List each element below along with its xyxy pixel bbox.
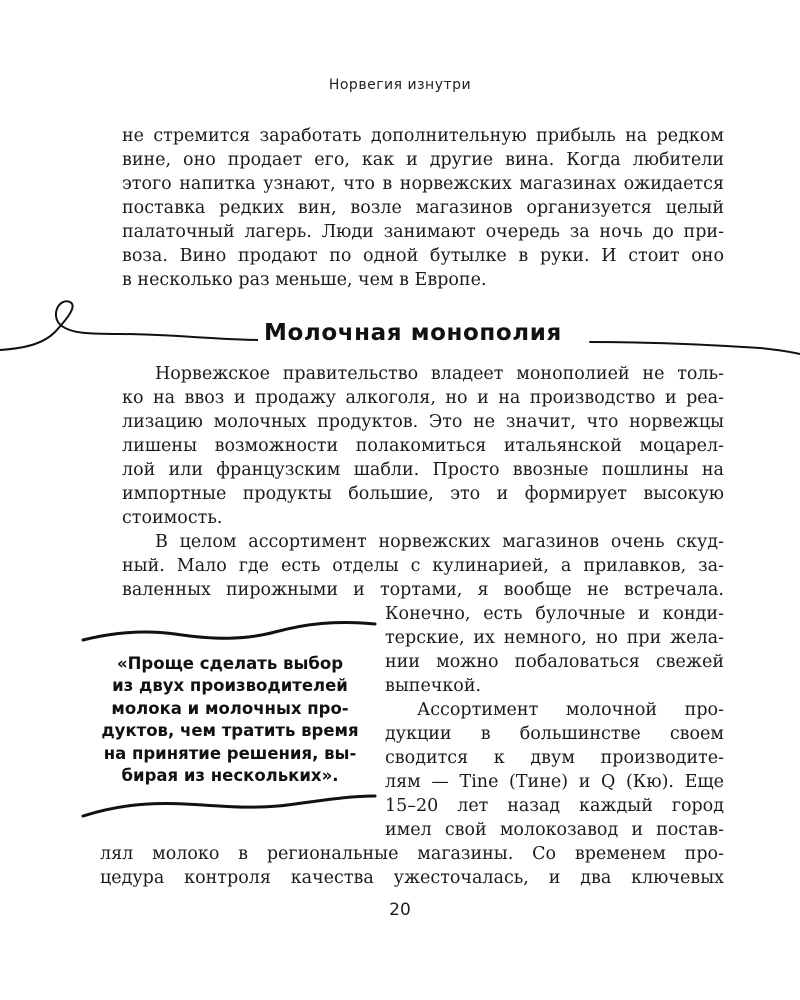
text-line: вине, оно продает его, как и другие вина. Когда любители xyxy=(122,150,724,170)
text-line: лишены возможности полакомиться итальянской моцарел- xyxy=(122,436,724,456)
text-line: стоимость. xyxy=(122,508,223,528)
quote-line: на принятие решения, вы- xyxy=(103,743,357,763)
text-line: выпечкой. xyxy=(385,676,482,696)
text-line: сводится к двум производите- xyxy=(385,748,724,768)
quote-line: «Проще сделать выбор xyxy=(116,654,344,673)
text-line: цедура контроля качества ужесточалась, и два ключевых xyxy=(100,868,724,888)
text-line: этого напитка узнают, что в норвежских магазинах ожидается xyxy=(122,174,724,194)
text-line: 15–20 лет назад каждый город xyxy=(385,796,724,816)
text-line: лизацию молочных продуктов. Это не значит, что норвежцы xyxy=(122,412,724,432)
quote-line: дуктов, чем тратить время xyxy=(101,721,359,741)
text-line: имел свой молокозавод и постав- xyxy=(385,820,724,840)
text-line: воза. Вино продают по одной бутылке в руки. И стоит оно xyxy=(122,246,724,266)
text-line: Ассортимент молочной про- xyxy=(417,700,724,720)
quote-line: бирая из нескольких». xyxy=(121,766,339,786)
text-line: дукции в большинстве своем xyxy=(385,724,724,744)
quote-line: молока и молочных про- xyxy=(111,698,349,718)
pull-quote xyxy=(82,653,378,787)
text-line: лям — Tine (Тине) и Q (Кю). Еще xyxy=(385,772,724,792)
quote-top-wave xyxy=(75,610,385,650)
text-line: нии можно побаловаться свежей xyxy=(385,652,724,672)
text-line: терские, их немного, но при жела- xyxy=(385,628,724,648)
text-line: лял молоко в региональные магазины. Со временем про- xyxy=(100,844,724,864)
quote-line: из двух производителей xyxy=(112,676,348,696)
text-line: не стремится заработать дополнительную прибыль на редком xyxy=(122,126,724,146)
text-line: ко на ввоз и продажу алкоголя, но и на производство и реа- xyxy=(122,388,724,408)
text-line: в несколько раз меньше, чем в Европе. xyxy=(122,270,487,290)
page-number: 20 xyxy=(389,900,411,920)
section-heading: Молочная монополия xyxy=(258,320,568,346)
text-line: В целом ассортимент норвежских магазинов очень скуд- xyxy=(155,532,724,552)
text-line: ный. Мало где есть отделы с кулинарией, а прилавков, за- xyxy=(122,556,724,576)
text-line: Норвежское правительство владеет монополией не толь- xyxy=(155,364,724,384)
text-line: палаточный лагерь. Люди занимают очередь за ночь до при- xyxy=(122,222,724,242)
text-line: лой или французским шабли. Просто ввозные пошлины на xyxy=(122,460,724,480)
quote-bottom-wave xyxy=(75,790,385,826)
text-line: валенных пирожными и тортами, я вообще не встречала. xyxy=(122,580,724,600)
text-line: Конечно, есть булочные и конди- xyxy=(385,604,724,624)
text-line: поставка редких вин, возле магазинов организуется целый xyxy=(122,198,724,218)
text-line: импортные продукты большие, это и формирует высокую xyxy=(122,484,724,504)
running-head: Норвегия изнутри xyxy=(328,77,472,93)
